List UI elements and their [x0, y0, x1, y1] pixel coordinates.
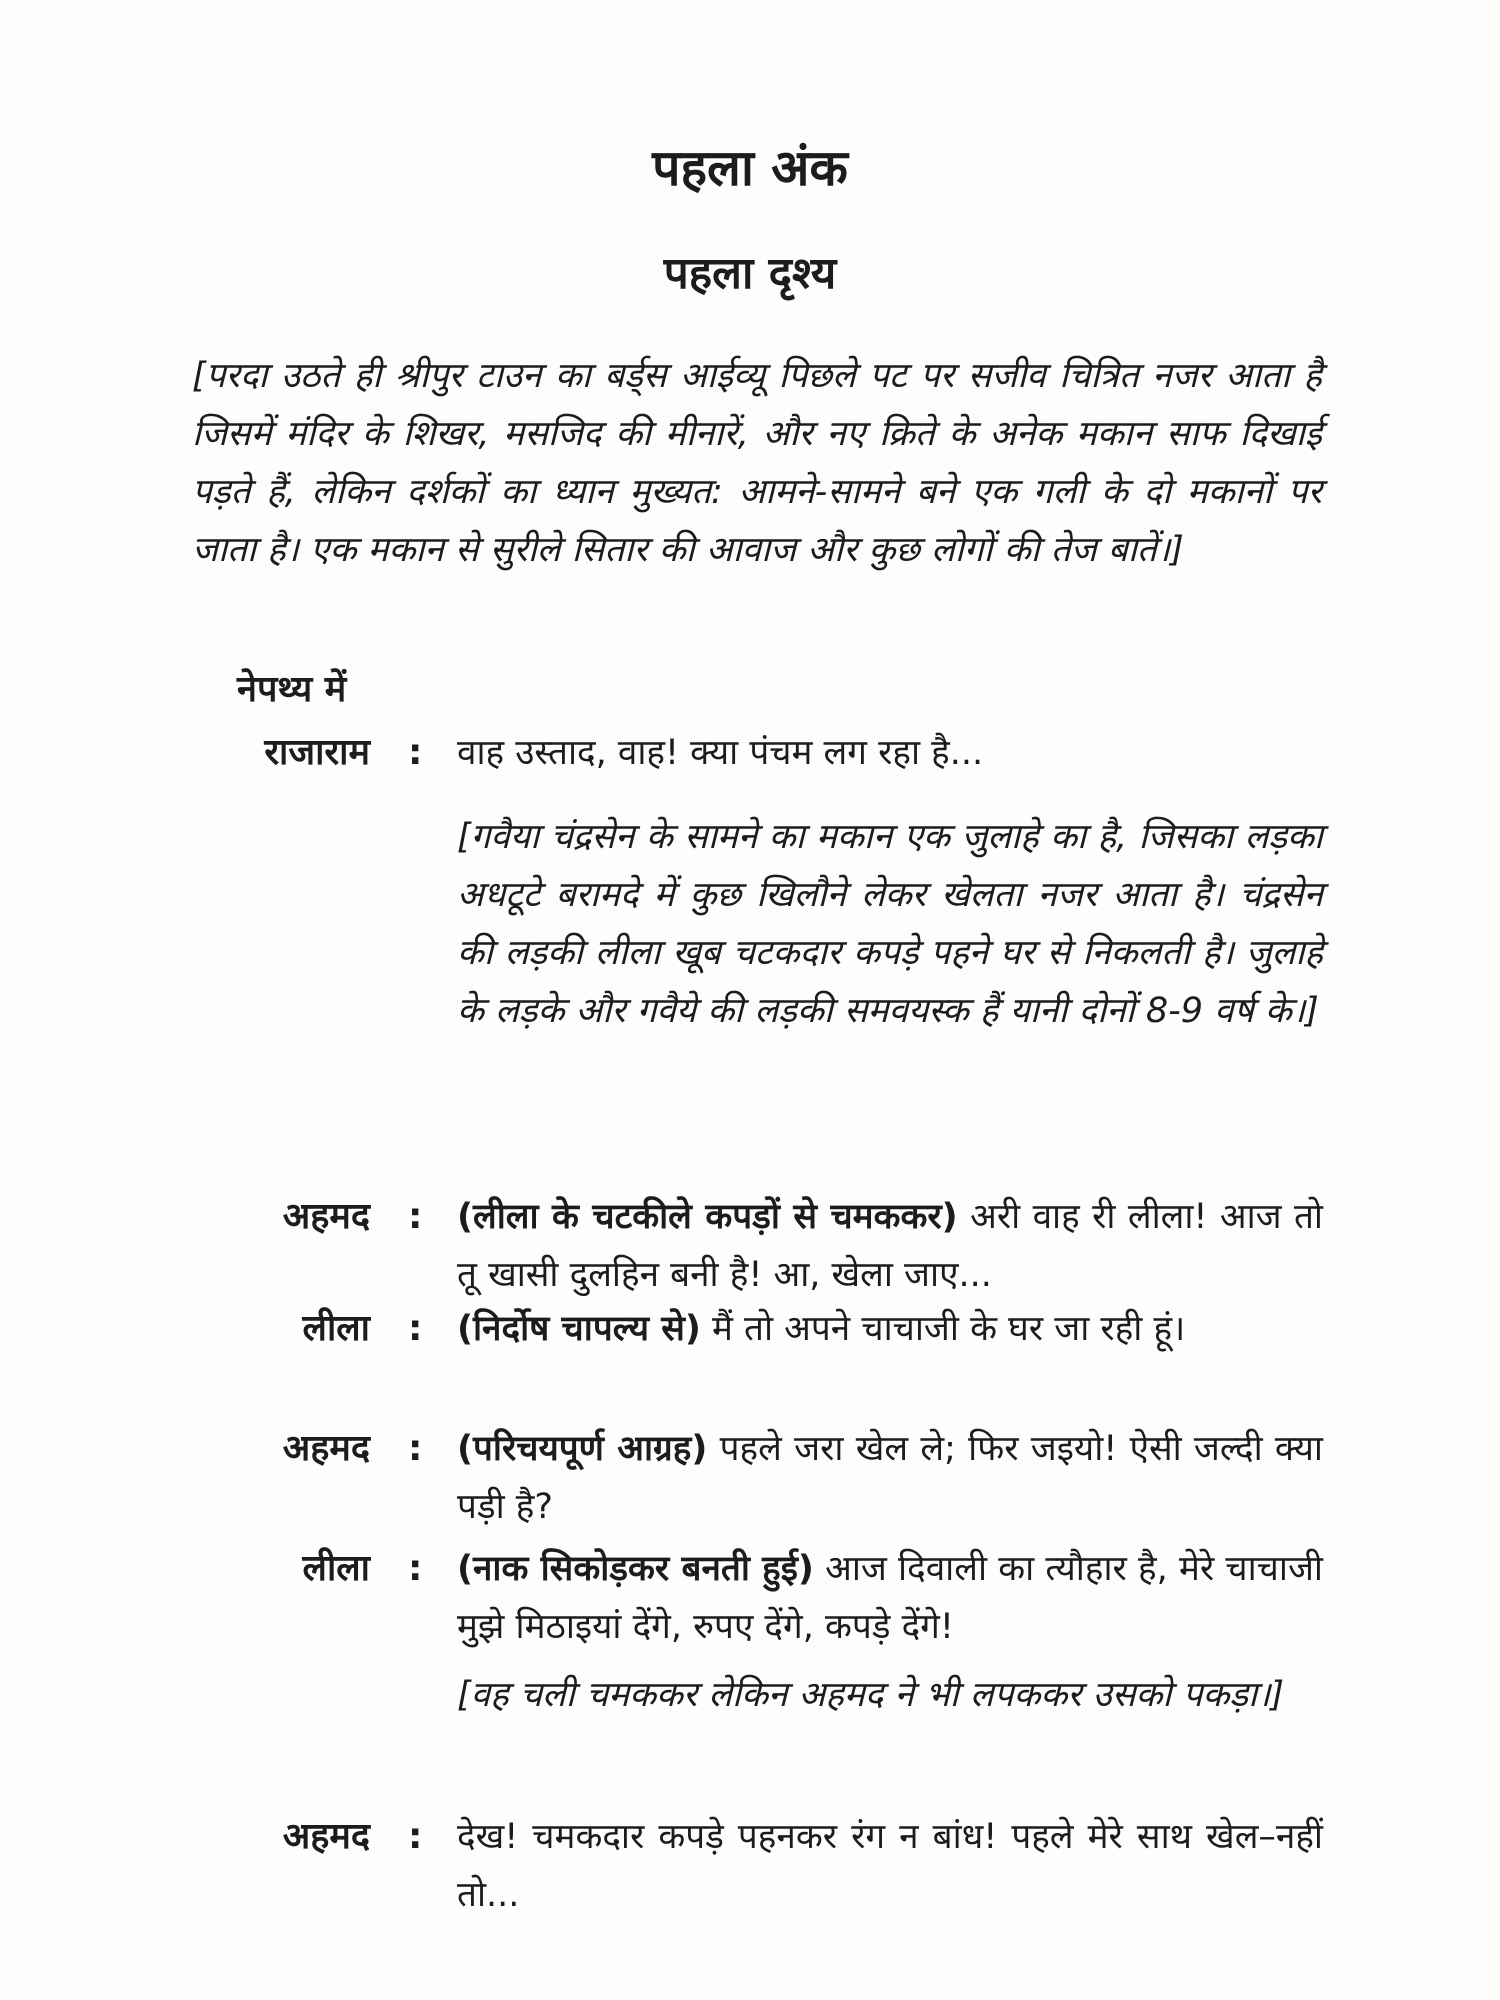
- stage-manner: (निर्दोष चापल्य से): [457, 1309, 701, 1349]
- dialogue-body: देख! चमकदार कपड़े पहनकर रंग न बांध! पहले मेरे साथ खेल–नहीं तो...: [457, 1817, 1323, 1915]
- scene-title: पहला दृश्य: [663, 248, 837, 299]
- speaker-name: लीला: [302, 1308, 370, 1349]
- stage-direction: [वह चली चमककर लेकिन अहमद ने भी लपककर उसको पकड़ा।]: [457, 1675, 1285, 1715]
- act-title: पहला अंक: [652, 139, 848, 197]
- stage-manner: (लीला के चटकीले कपड़ों से चमककर): [457, 1197, 958, 1237]
- stage-manner: (नाक सिकोड़कर बनती हुई): [457, 1549, 814, 1589]
- speaker-colon: :: [408, 732, 423, 773]
- speaker-colon: :: [408, 1308, 423, 1349]
- dialogue-body: मैं तो अपने चाचाजी के घर जा रही हूं।: [700, 1309, 1186, 1349]
- dialogue-text: [457, 1300, 1323, 1358]
- dialogue-text: [457, 1188, 1323, 1304]
- speaker-colon: :: [408, 1548, 423, 1589]
- offstage-label: नेपथ्य में: [237, 669, 347, 710]
- dialogue-body: अरी वाह री लीला! आज तो तू खासी दुलहिन बनी है! आ, खेला जाए...: [457, 1197, 1323, 1295]
- dialogue-body: पहले जरा खेल ले; फिर जइयो! ऐसी जल्दी क्या पड़ी है?: [457, 1429, 1323, 1527]
- speaker-name: राजाराम: [264, 732, 370, 773]
- dialogue-body: आज दिवाली का त्यौहार है, मेरे चाचाजी मुझे मिठाइयां देंगे, रुपए देंगे, कपड़े देंगे!: [457, 1549, 1323, 1647]
- dialogue-text: [457, 1808, 1323, 1924]
- speaker-colon: :: [408, 1196, 423, 1237]
- speaker-name: अहमद: [282, 1196, 370, 1237]
- dialogue-text: [457, 1420, 1323, 1536]
- dialogue-body: वाह उस्ताद, वाह! क्या पंचम लग रहा है...: [457, 733, 984, 773]
- opening-stage-direction: [परदा उठते ही श्रीपुर टाउन का बर्ड्स आईव्यू पिछले पट पर सजीव चित्रित नजर आता है जिसमें मंदिर के शिखर, मसजिद की मीनारें, और नए क्रिते के अनेक मकान साफ दिखाई पड़ते हैं, लेकिन दर्शकों का ध्यान मुख्यत: आमने-सामने बने एक गली के दो मकानों पर जाता है। एक मकान से सुरीले सितार की आवाज और कुछ लोगों की तेज बातें।]: [192, 356, 1322, 570]
- speaker-name: लीला: [302, 1548, 370, 1589]
- dialogue-text: [457, 724, 1323, 782]
- dialogue-text: [457, 1540, 1323, 1656]
- speaker-name: अहमद: [282, 1816, 370, 1857]
- stage-direction: [गवैया चंद्रसेन के सामने का मकान एक जुलाहे का है, जिसका लड़का अधटूटे बरामदे में कुछ खिलौने लेकर खेलता नजर आता है। चंद्रसेन की लड़की लीला खूब चटकदार कपड़े पहने घर से निकलती है। जुलाहे के लड़के और गवैये की लड़की समवयस्क हैं यानी दोनों 8-9 वर्ष के।]: [457, 817, 1323, 1031]
- stage-manner: (परिचयपूर्ण आग्रह): [457, 1429, 708, 1469]
- speaker-colon: :: [408, 1816, 423, 1857]
- speaker-colon: :: [408, 1428, 423, 1469]
- speaker-name: अहमद: [282, 1428, 370, 1469]
